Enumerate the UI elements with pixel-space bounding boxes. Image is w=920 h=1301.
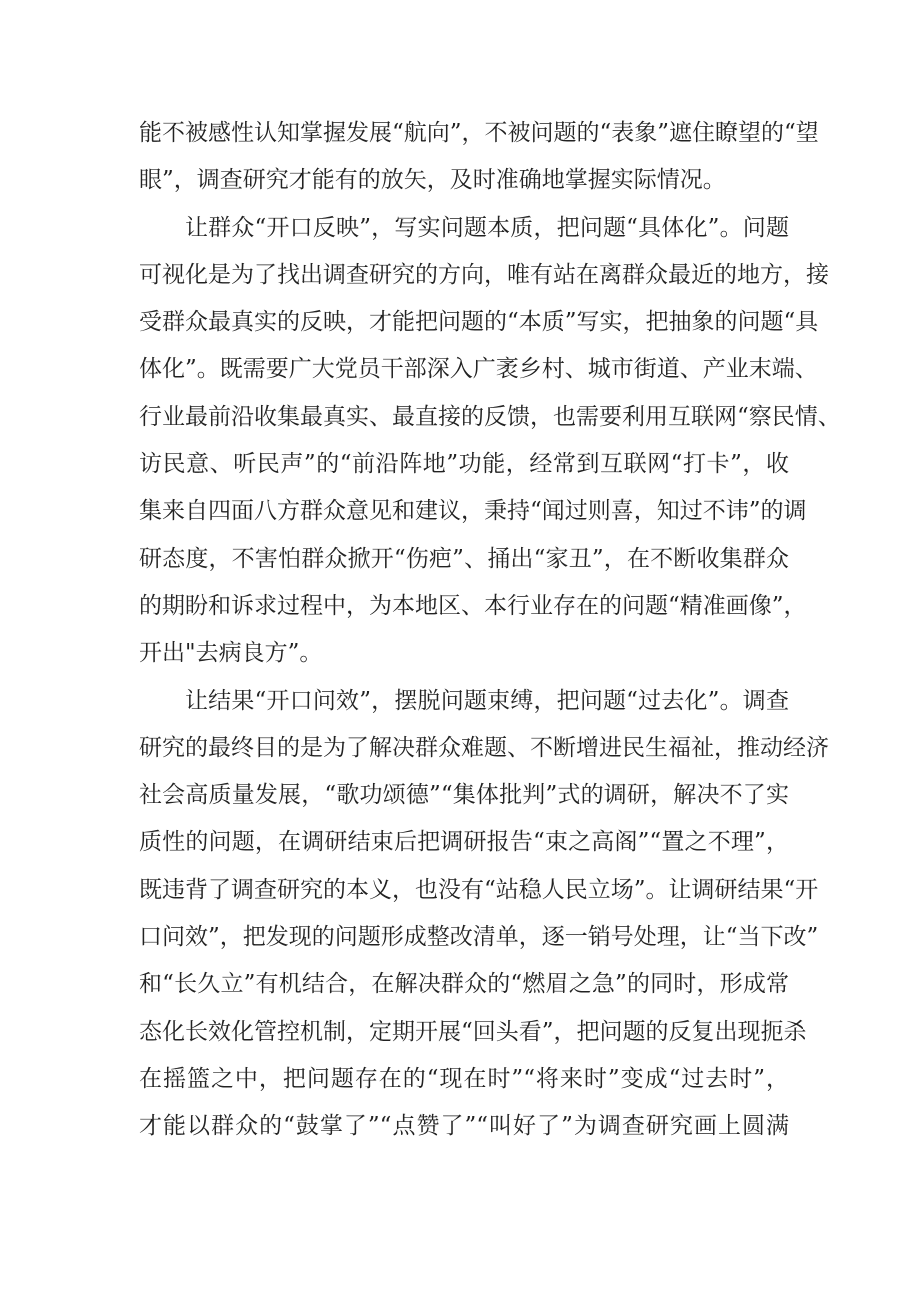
text-line-22: 才能以群众的“鼓掌了”“点赞了”“叫好了”为调查研究画上圆满 [139, 1113, 789, 1140]
text-line-8: 访民意、听民声”的“前沿阵地”功能，经常到互联网“打卡”，收 [139, 451, 789, 478]
text-line-21: 在摇篮之中，把问题存在的“现在时”“将来时”变成“过去时”， [139, 1065, 789, 1092]
text-line-1: 能不被感性认知掌握发展“航向”，不被问题的“表象”遮住瞭望的“望 [139, 120, 819, 146]
document-body [139, 110, 841, 1151]
text-line-4: 可视化是为了找出调查研究的方向，唯有站在离群众最近的地方，接 [139, 261, 829, 288]
text-line-5: 受群众最真实的反映，才能把问题的“本质”写实，把抽象的问题“具 [139, 309, 819, 336]
text-line-18: 口问效”，把发现的问题形成整改清单，逐一销号处理，让“当下改” [139, 924, 819, 951]
text-line-16: 质性的问题，在调研结束后把调研报告“束之高阁”“置之不理”， [139, 829, 789, 856]
text-line-6: 体化”。既需要广大党员干部深入广袤乡村、城市街道、产业末端、 [139, 356, 818, 383]
text-line-11: 的期盼和诉求过程中，为本地区、本行业存在的问题“精准画像”， [139, 592, 807, 619]
text-line-20: 态化长效化管控机制，定期开展“回头看”，把问题的反复出现扼杀 [139, 1018, 807, 1045]
text-line-12: 开出"去病良方”。 [139, 640, 323, 667]
text-line-7: 行业最前沿收集最真实、最直接的反馈，也需要利用互联网“察民情、 [139, 403, 841, 430]
text-line-17: 既违背了调查研究的本义，也没有“站稳人民立场”。让调研结果“开 [139, 876, 819, 903]
text-line-19: 和“长久立”有机结合，在解决群众的“燃眉之急”的同时，形成常 [139, 971, 789, 998]
text-line-14: 研究的最终目的是为了解决群众难题、不断增进民生福祉，推动经济 [139, 734, 829, 761]
text-line-9: 集来自四面八方群众意见和建议，秉持“闻过则喜，知过不讳”的调 [139, 498, 807, 525]
text-line-15: 社会高质量发展，“歌功颂德”“集体批判”式的调研，解决不了实 [139, 782, 789, 809]
text-line-10: 研态度，不害怕群众掀开“伤疤”、捅出“家丑”，在不断收集群众 [139, 545, 789, 572]
paragraph-3-line-1: 让结果“开口问效”，摆脱问题束缚，把问题“过去化”。调查 [185, 687, 789, 714]
paragraph-2-line-1: 让群众“开口反映”，写实问题本质，把问题“具体化”。问题 [185, 214, 789, 241]
text-line-2: 眼”，调查研究才能有的放矢，及时准确地掌握实际情况。 [139, 167, 726, 194]
